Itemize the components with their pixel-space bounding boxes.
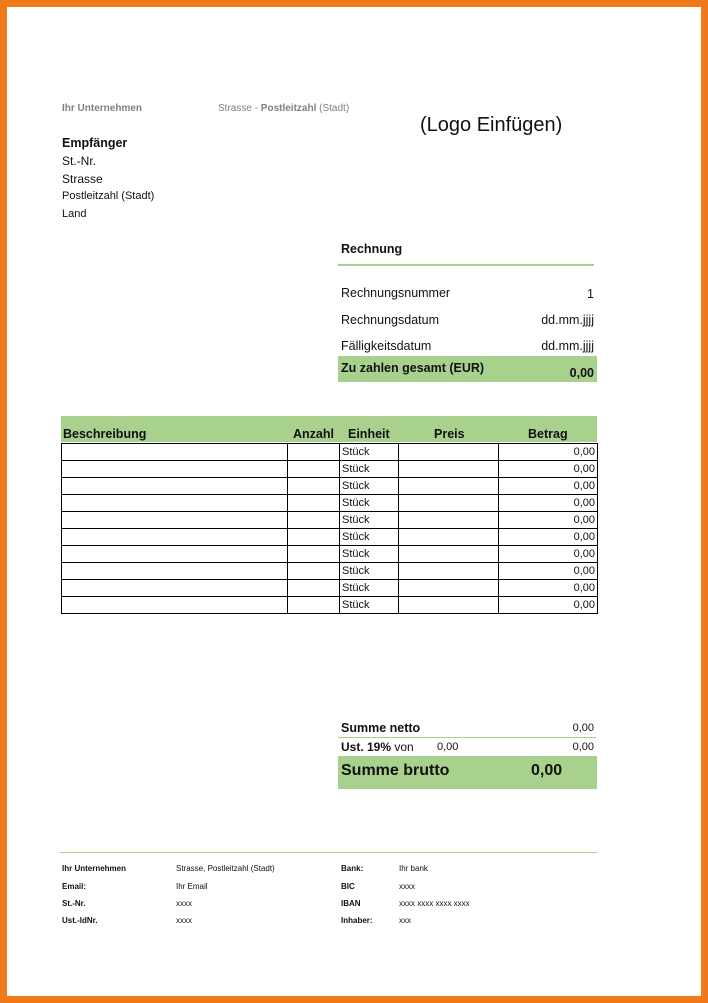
table-row [62, 563, 598, 580]
cell-amount[interactable]: 0,00 [499, 597, 598, 614]
cell-unit[interactable]: Stück [340, 546, 399, 563]
footer-taxno-value: xxxx [176, 899, 192, 908]
cell-price[interactable] [399, 546, 499, 563]
recipient-line-4: Land [62, 208, 87, 220]
footer-bank-label: Bank: [341, 864, 364, 873]
footer-email-value: Ihr Email [176, 882, 208, 891]
sender-address [218, 103, 349, 114]
cell-amount[interactable]: 0,00 [499, 529, 598, 546]
cell-amount[interactable]: 0,00 [499, 478, 598, 495]
cell-quantity[interactable] [288, 495, 340, 512]
cell-price[interactable] [399, 495, 499, 512]
cell-price[interactable] [399, 529, 499, 546]
cell-price[interactable] [399, 597, 499, 614]
cell-quantity[interactable] [288, 563, 340, 580]
gross-sum-value: 0,00 [531, 762, 563, 779]
recipient-line-3: Postleitzahl (Stadt) [62, 190, 155, 202]
recipient-line-1: St.-Nr. [62, 154, 97, 168]
table-row [62, 512, 598, 529]
cell-description[interactable] [62, 512, 288, 529]
sender-company: Ihr Unternehmen [62, 103, 143, 114]
vat-label-rate: Ust. 19% [341, 740, 392, 754]
cell-amount[interactable]: 0,00 [499, 461, 598, 478]
cell-quantity[interactable] [288, 580, 340, 597]
footer-email-label: Email: [62, 882, 87, 891]
col-header-description: Beschreibung [63, 427, 147, 441]
gross-sum-label: Summe brutto [341, 762, 450, 779]
sender-separator: - [251, 103, 261, 114]
cell-amount[interactable]: 0,00 [499, 512, 598, 529]
col-header-unit: Einheit [348, 427, 390, 441]
footer-company-label: Ihr Unternehmen [62, 864, 127, 873]
footer-taxno-label: St.-Nr. [62, 899, 86, 908]
sender-postal: Postleitzahl [260, 103, 317, 114]
table-row [62, 478, 598, 495]
footer-bank-value: Ihr bank [399, 864, 428, 873]
footer-owner-label: Inhaber: [341, 916, 373, 925]
invoice-date-value: dd.mm.jjjj [541, 313, 594, 327]
invoice-due-label: Fälligkeitsdatum [341, 339, 432, 353]
cell-price[interactable] [399, 580, 499, 597]
cell-amount[interactable]: 0,00 [499, 580, 598, 597]
footer-vatid-label: Ust.-IdNr. [62, 916, 98, 925]
recipient-line-2: Strasse [62, 172, 103, 186]
vat-base-value: 0,00 [437, 741, 459, 753]
invoice-number-label: Rechnungsnummer [341, 286, 451, 300]
table-row [62, 461, 598, 478]
cell-quantity[interactable] [288, 461, 340, 478]
cell-unit[interactable]: Stück [340, 597, 399, 614]
table-row [62, 529, 598, 546]
invoice-title-underline [338, 264, 594, 266]
table-row [62, 597, 598, 614]
cell-unit[interactable]: Stück [340, 444, 399, 461]
table-row [62, 546, 598, 563]
cell-amount[interactable]: 0,00 [499, 495, 598, 512]
cell-quantity[interactable] [288, 444, 340, 461]
recipient-title: Empfänger [62, 136, 128, 150]
cell-unit[interactable]: Stück [340, 495, 399, 512]
cell-description[interactable] [62, 529, 288, 546]
cell-unit[interactable]: Stück [340, 580, 399, 597]
cell-description[interactable] [62, 563, 288, 580]
logo-placeholder: (Logo Einfügen) [420, 114, 563, 136]
footer-iban-value: xxxx xxxx xxxx xxxx [399, 899, 470, 908]
sender-street: Strasse [218, 103, 252, 114]
col-header-price: Preis [434, 427, 465, 441]
cell-price[interactable] [399, 461, 499, 478]
net-sum-value: 0,00 [572, 722, 594, 734]
cell-price[interactable] [399, 444, 499, 461]
cell-price[interactable] [399, 563, 499, 580]
cell-unit[interactable]: Stück [340, 529, 399, 546]
cell-price[interactable] [399, 512, 499, 529]
cell-unit[interactable]: Stück [340, 512, 399, 529]
vat-value: 0,00 [572, 741, 594, 753]
cell-description[interactable] [62, 546, 288, 563]
invoice-due-value: dd.mm.jjjj [541, 339, 594, 353]
footer-bic-value: xxxx [399, 882, 415, 891]
footer-bic-label: BIC [341, 882, 355, 891]
cell-quantity[interactable] [288, 512, 340, 529]
items-table [61, 443, 598, 614]
cell-description[interactable] [62, 444, 288, 461]
cell-description[interactable] [62, 495, 288, 512]
footer-owner-value: xxx [399, 916, 411, 925]
invoice-date-label: Rechnungsdatum [341, 313, 439, 327]
cell-amount[interactable]: 0,00 [499, 444, 598, 461]
total-due-value: 0,00 [569, 366, 594, 380]
total-due-label: Zu zahlen gesamt (EUR) [341, 361, 485, 375]
cell-price[interactable] [399, 478, 499, 495]
net-sum-label: Summe netto [341, 721, 421, 735]
vat-label-of: von [391, 740, 414, 754]
cell-unit[interactable]: Stück [340, 461, 399, 478]
footer-company-value: Strasse, Postleitzahl (Stadt) [176, 864, 275, 873]
footer-divider [60, 852, 597, 853]
items-table-body [62, 444, 598, 614]
table-row [62, 444, 598, 461]
table-row [62, 580, 598, 597]
vat-label [341, 740, 414, 754]
cell-description[interactable] [62, 597, 288, 614]
cell-amount[interactable]: 0,00 [499, 563, 598, 580]
net-sum-underline [338, 737, 596, 738]
cell-amount[interactable]: 0,00 [499, 546, 598, 563]
footer-vatid-value: xxxx [176, 916, 192, 925]
table-row [62, 495, 598, 512]
footer-iban-label: IBAN [341, 899, 361, 908]
cell-description[interactable] [62, 580, 288, 597]
cell-description[interactable] [62, 478, 288, 495]
cell-quantity[interactable] [288, 597, 340, 614]
cell-description[interactable] [62, 461, 288, 478]
col-header-quantity: Anzahl [293, 427, 334, 441]
cell-unit[interactable]: Stück [340, 478, 399, 495]
col-header-amount: Betrag [528, 427, 568, 441]
invoice-title: Rechnung [341, 242, 403, 256]
invoice-number-value: 1 [587, 287, 594, 301]
cell-unit[interactable]: Stück [340, 563, 399, 580]
cell-quantity[interactable] [288, 478, 340, 495]
cell-quantity[interactable] [288, 529, 340, 546]
sender-city: (Stadt) [316, 103, 350, 114]
cell-quantity[interactable] [288, 546, 340, 563]
